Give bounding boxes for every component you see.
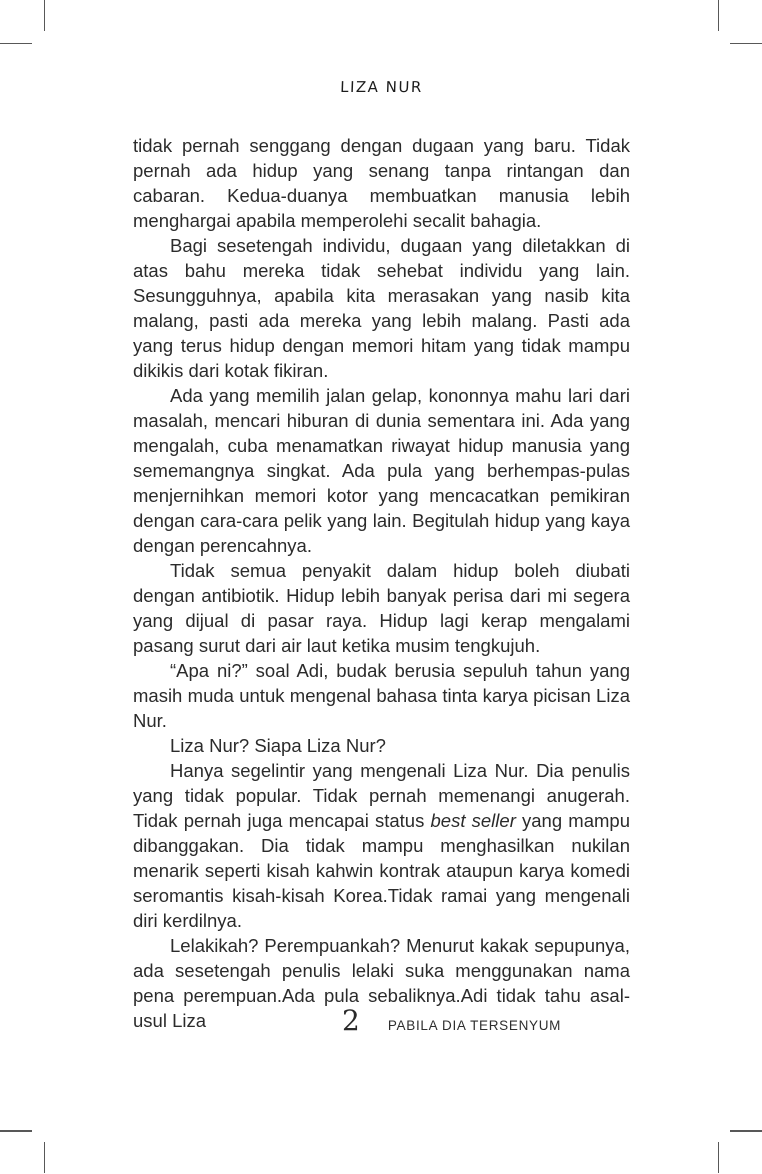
footer-book-title: PABILA DIA TERSENYUM [387, 1018, 562, 1033]
crop-mark-bottom-left-horizontal [0, 1130, 32, 1132]
header-author-name: LIZA NUR [339, 78, 424, 96]
paragraph [133, 133, 630, 233]
page-header [133, 78, 631, 96]
text-segment: yang mampu dibanggakan. Dia tidak mampu menghasilkan nukilan menarik seperti kisah kahwin kontrak ataupun karya komedi seromantis kisah-kisah Korea.Tidak ramai yang mengenali diri kerdilnya. [133, 810, 630, 931]
crop-mark-bottom-right-horizontal [730, 1130, 762, 1132]
text-segment: Liza Nur? Siapa Liza Nur? [170, 735, 386, 756]
crop-mark-bottom-left-vertical [44, 1142, 46, 1173]
text-segment: “Apa ni?” soal Adi, budak berusia sepuluh tahun yang masih muda untuk mengenal bahasa tinta karya picisan Liza Nur. [133, 660, 630, 731]
crop-mark-top-left-vertical [44, 0, 46, 31]
italic-text: best seller [430, 810, 516, 831]
text-segment: Lelakikah? Perempuankah? Menurut kakak sepupunya, ada sesetengah penulis lelaki suka menggunakan nama pena perempuan.Ada pula sebaliknya.Adi tidak tahu asal-usul Liza [133, 935, 630, 1031]
text-segment: Hanya segelintir yang mengenali Liza Nur. Dia penulis yang tidak popular. Tidak pernah memenangi anugerah. Tidak pernah juga mencapai status [133, 760, 630, 831]
crop-mark-top-left-horizontal [0, 43, 32, 45]
paragraph [133, 383, 630, 558]
paragraph [133, 758, 630, 933]
text-segment: Ada yang memilih jalan gelap, kononnya mahu lari dari masalah, mencari hiburan di dunia sementara ini. Ada yang mengalah, cuba menamatkan riwayat hidup manusia yang sememangnya singkat. Ada pula yang berhempas-pulas menjernihkan memori kotor yang mencacatkan pemikiran dengan cara-cara pelik yang lain. Begitulah hidup yang kaya dengan perencahnya. [133, 385, 630, 556]
crop-mark-top-right-horizontal [730, 43, 762, 45]
paragraph [133, 233, 630, 383]
page-footer [342, 1004, 561, 1037]
body-text [133, 133, 630, 1033]
text-segment: Bagi sesetengah individu, dugaan yang diletakkan di atas bahu mereka tidak sehebat individu yang lain. Sesungguhnya, apabila kita merasakan yang nasib kita malang, pasti ada mereka yang lebih malang. Pasti ada yang terus hidup dengan memori hitam yang tidak mampu dikikis dari kotak fikiran. [133, 235, 630, 381]
page-number: 2 [342, 1004, 360, 1037]
paragraph [133, 733, 630, 758]
text-segment: tidak pernah senggang dengan dugaan yang baru. Tidak pernah ada hidup yang senang tanpa rintangan dan cabaran. Kedua-duanya membuatkan manusia lebih menghargai apabila memperolehi secalit bahagia. [133, 135, 630, 231]
paragraph [133, 658, 630, 733]
text-segment: Tidak semua penyakit dalam hidup boleh diubati dengan antibiotik. Hidup lebih banyak perisa dari mi segera yang dijual di pasar raya. Hidup lagi kerap mengalami pasang surut dari air laut ketika musim tengkujuh. [133, 560, 630, 656]
crop-mark-bottom-right-vertical [718, 1142, 720, 1173]
crop-mark-top-right-vertical [718, 0, 720, 31]
paragraph [133, 558, 630, 658]
